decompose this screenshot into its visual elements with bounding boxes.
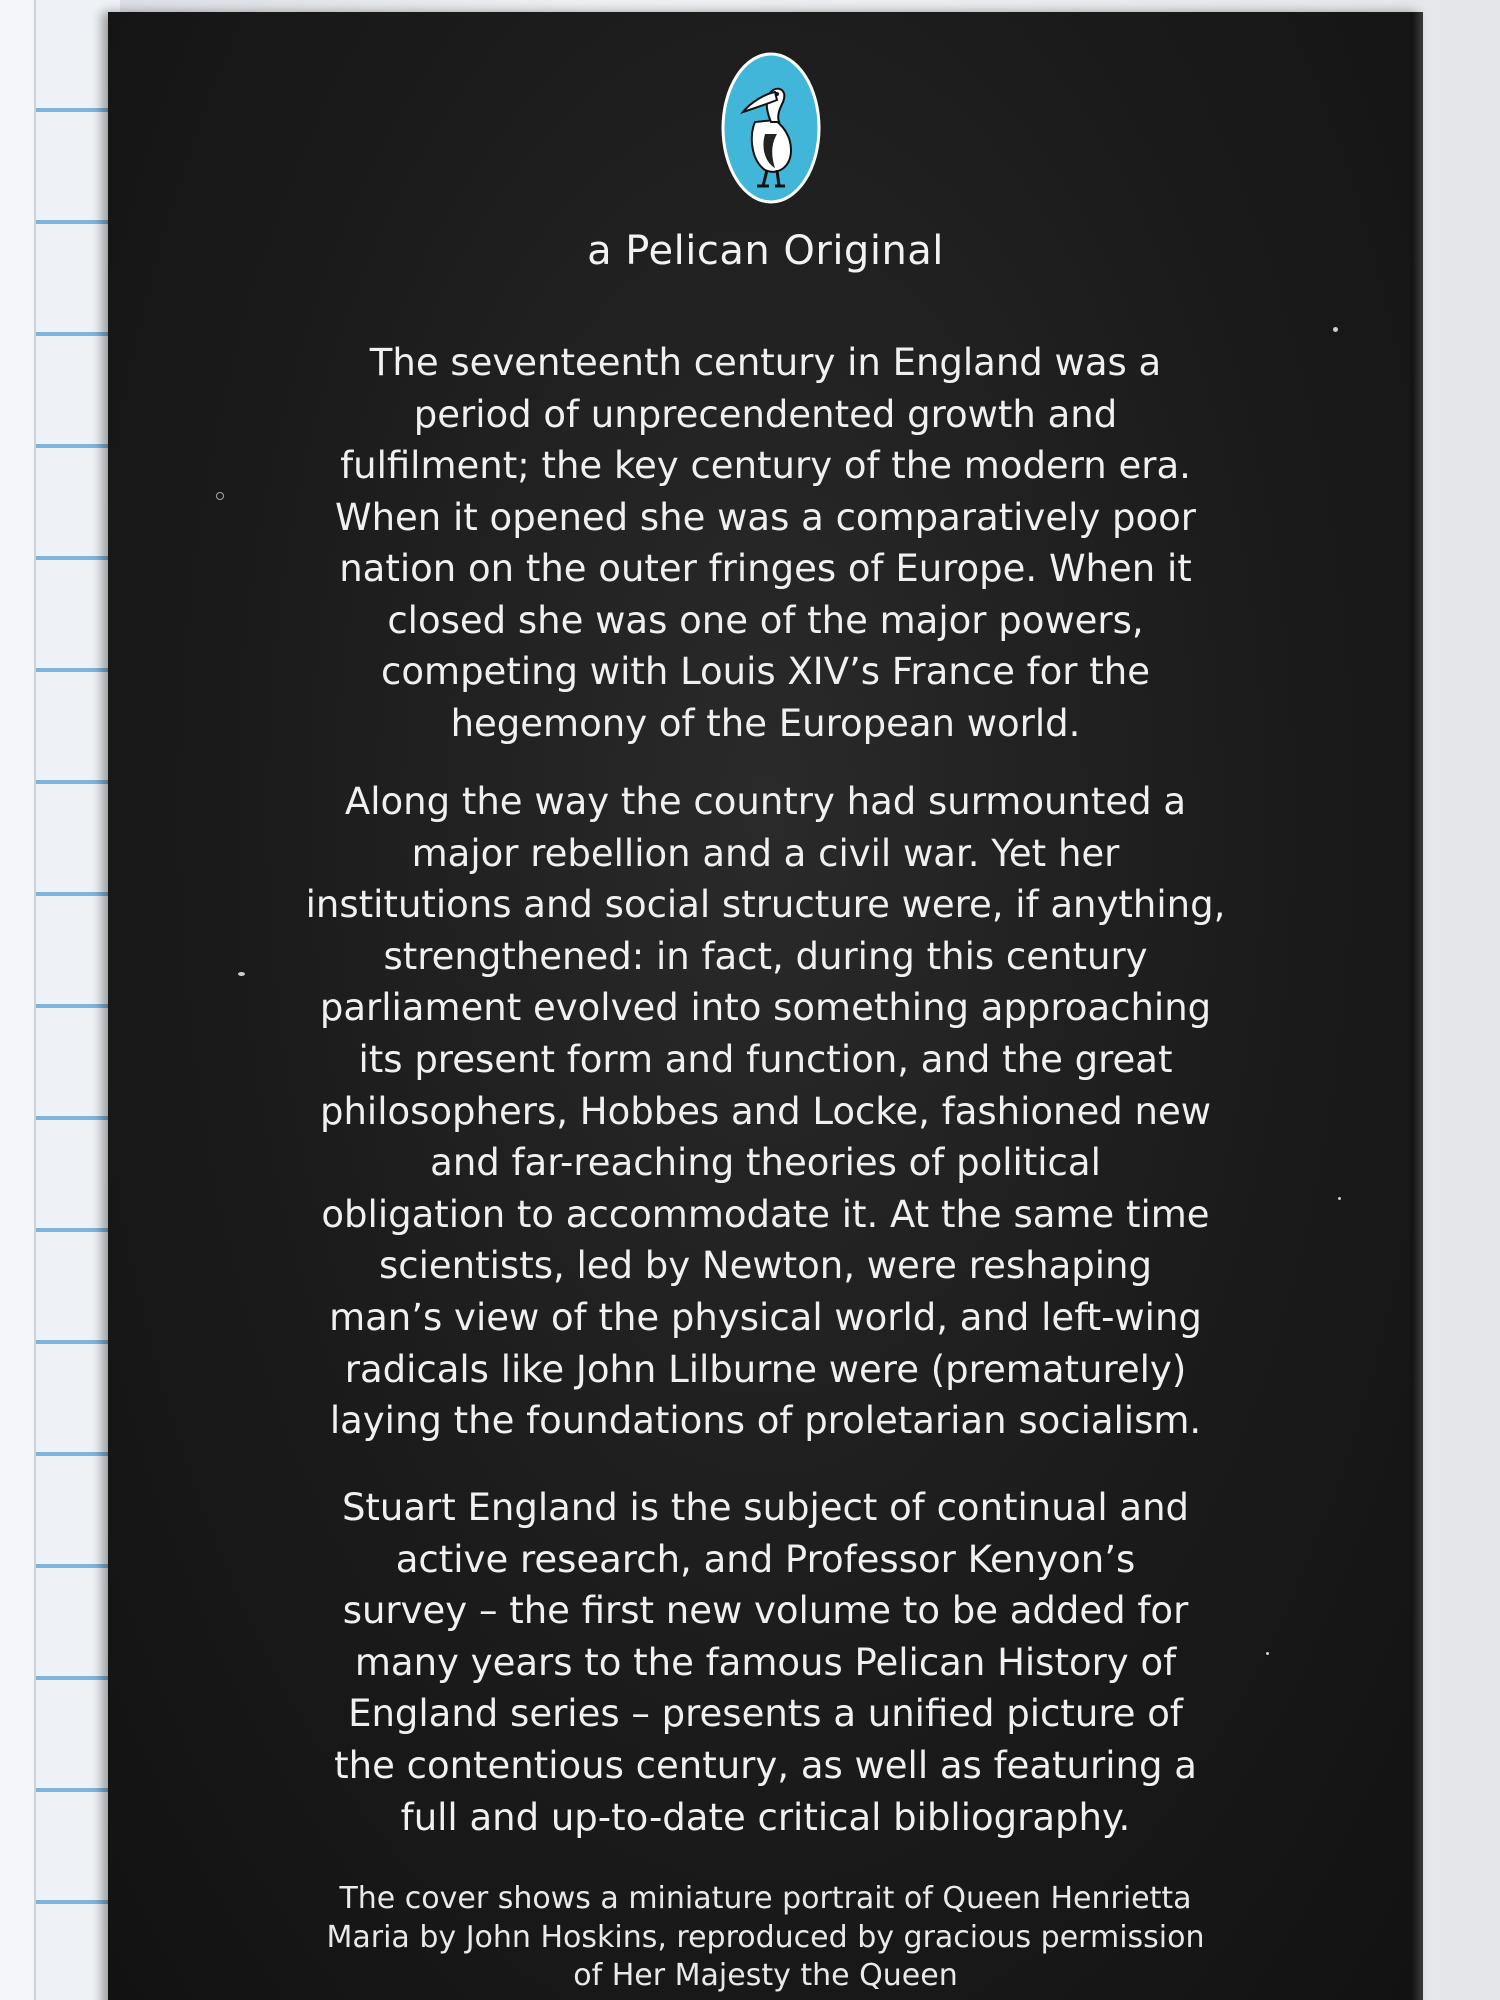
blurb-line: man’s view of the physical world, and left-wing [329,1295,1202,1339]
blurb-line: major rebellion and a civil war. Yet her [411,831,1120,875]
blurb-line: parliament evolved into something approaching [319,986,1212,1030]
blurb-line: radicals like John Lilburne were (prematurely) [344,1347,1187,1391]
blurb-line: survey – the first new volume to be added for [342,1589,1189,1633]
dust-speck [216,492,224,500]
blurb-paragraph-2 [108,776,1423,1447]
blurb-line: laying the foundations of proletarian socialism. [329,1399,1202,1443]
dust-speck [1333,327,1338,332]
imprint-label: a Pelican Original [587,228,944,274]
notebook-paper [0,0,120,2000]
blurb-line: When it opened she was a comparatively poor [335,495,1196,539]
credit-line: of Her Majesty the Queen [573,1958,958,1993]
blurb-line: active research, and Professor Kenyon’s [395,1537,1136,1581]
book-back-cover [108,12,1423,2000]
blurb-line: England series – presents a unified picture of [348,1692,1183,1736]
paper-margin [0,0,36,2000]
dust-speck [238,972,245,976]
blurb-line: fulfilment; the key century of the modern era. [340,444,1191,487]
dust-speck [1266,1652,1269,1655]
blurb-line: its present form and function, and the great [358,1037,1173,1081]
credit-line: The cover shows a miniature portrait of Queen Henrietta [339,1881,1192,1916]
blurb-line: Along the way the country had surmounted a [344,780,1187,823]
blurb-paragraph-3 [108,1482,1423,1843]
credit-line: Maria by John Hoskins, reproduced by gracious permission [326,1919,1205,1955]
blurb-line: period of unprecendented growth and [413,392,1118,436]
blurb-line: many years to the famous Pelican History of [354,1640,1177,1684]
blurb-paragraph-1 [108,337,1423,749]
blurb-line: nation on the outer fringes of Europe. When it [339,547,1192,590]
blurb-line: scientists, led by Newton, were reshaping [379,1244,1152,1288]
pelican-icon [721,52,821,204]
blurb-line: Stuart England is the subject of continual and [341,1486,1190,1529]
cover-credit [108,1880,1423,1996]
blurb-line: The seventeenth century in England was a [369,341,1162,384]
blurb-line: hegemony of the European world. [450,701,1081,745]
blurb-line: institutions and social structure were, if anything, [305,883,1226,927]
blurb-line: closed she was one of the major powers, [387,598,1144,642]
blurb-line: full and up-to-date critical bibliography. [400,1795,1131,1839]
blurb-line: the contentious century, as well as featuring a [334,1743,1197,1787]
blurb-line: strengthened: in fact, during this century [383,934,1148,978]
blurb-line: and far-reaching theories of political [430,1141,1101,1185]
blurb-line: competing with Louis XIV’s France for the [381,650,1150,693]
dust-speck [1338,1197,1341,1200]
blurb-line: philosophers, Hobbes and Locke, fashioned new [320,1089,1211,1133]
pelican-logo [721,52,821,204]
blurb-line: obligation to accommodate it. At the same time [321,1192,1210,1236]
